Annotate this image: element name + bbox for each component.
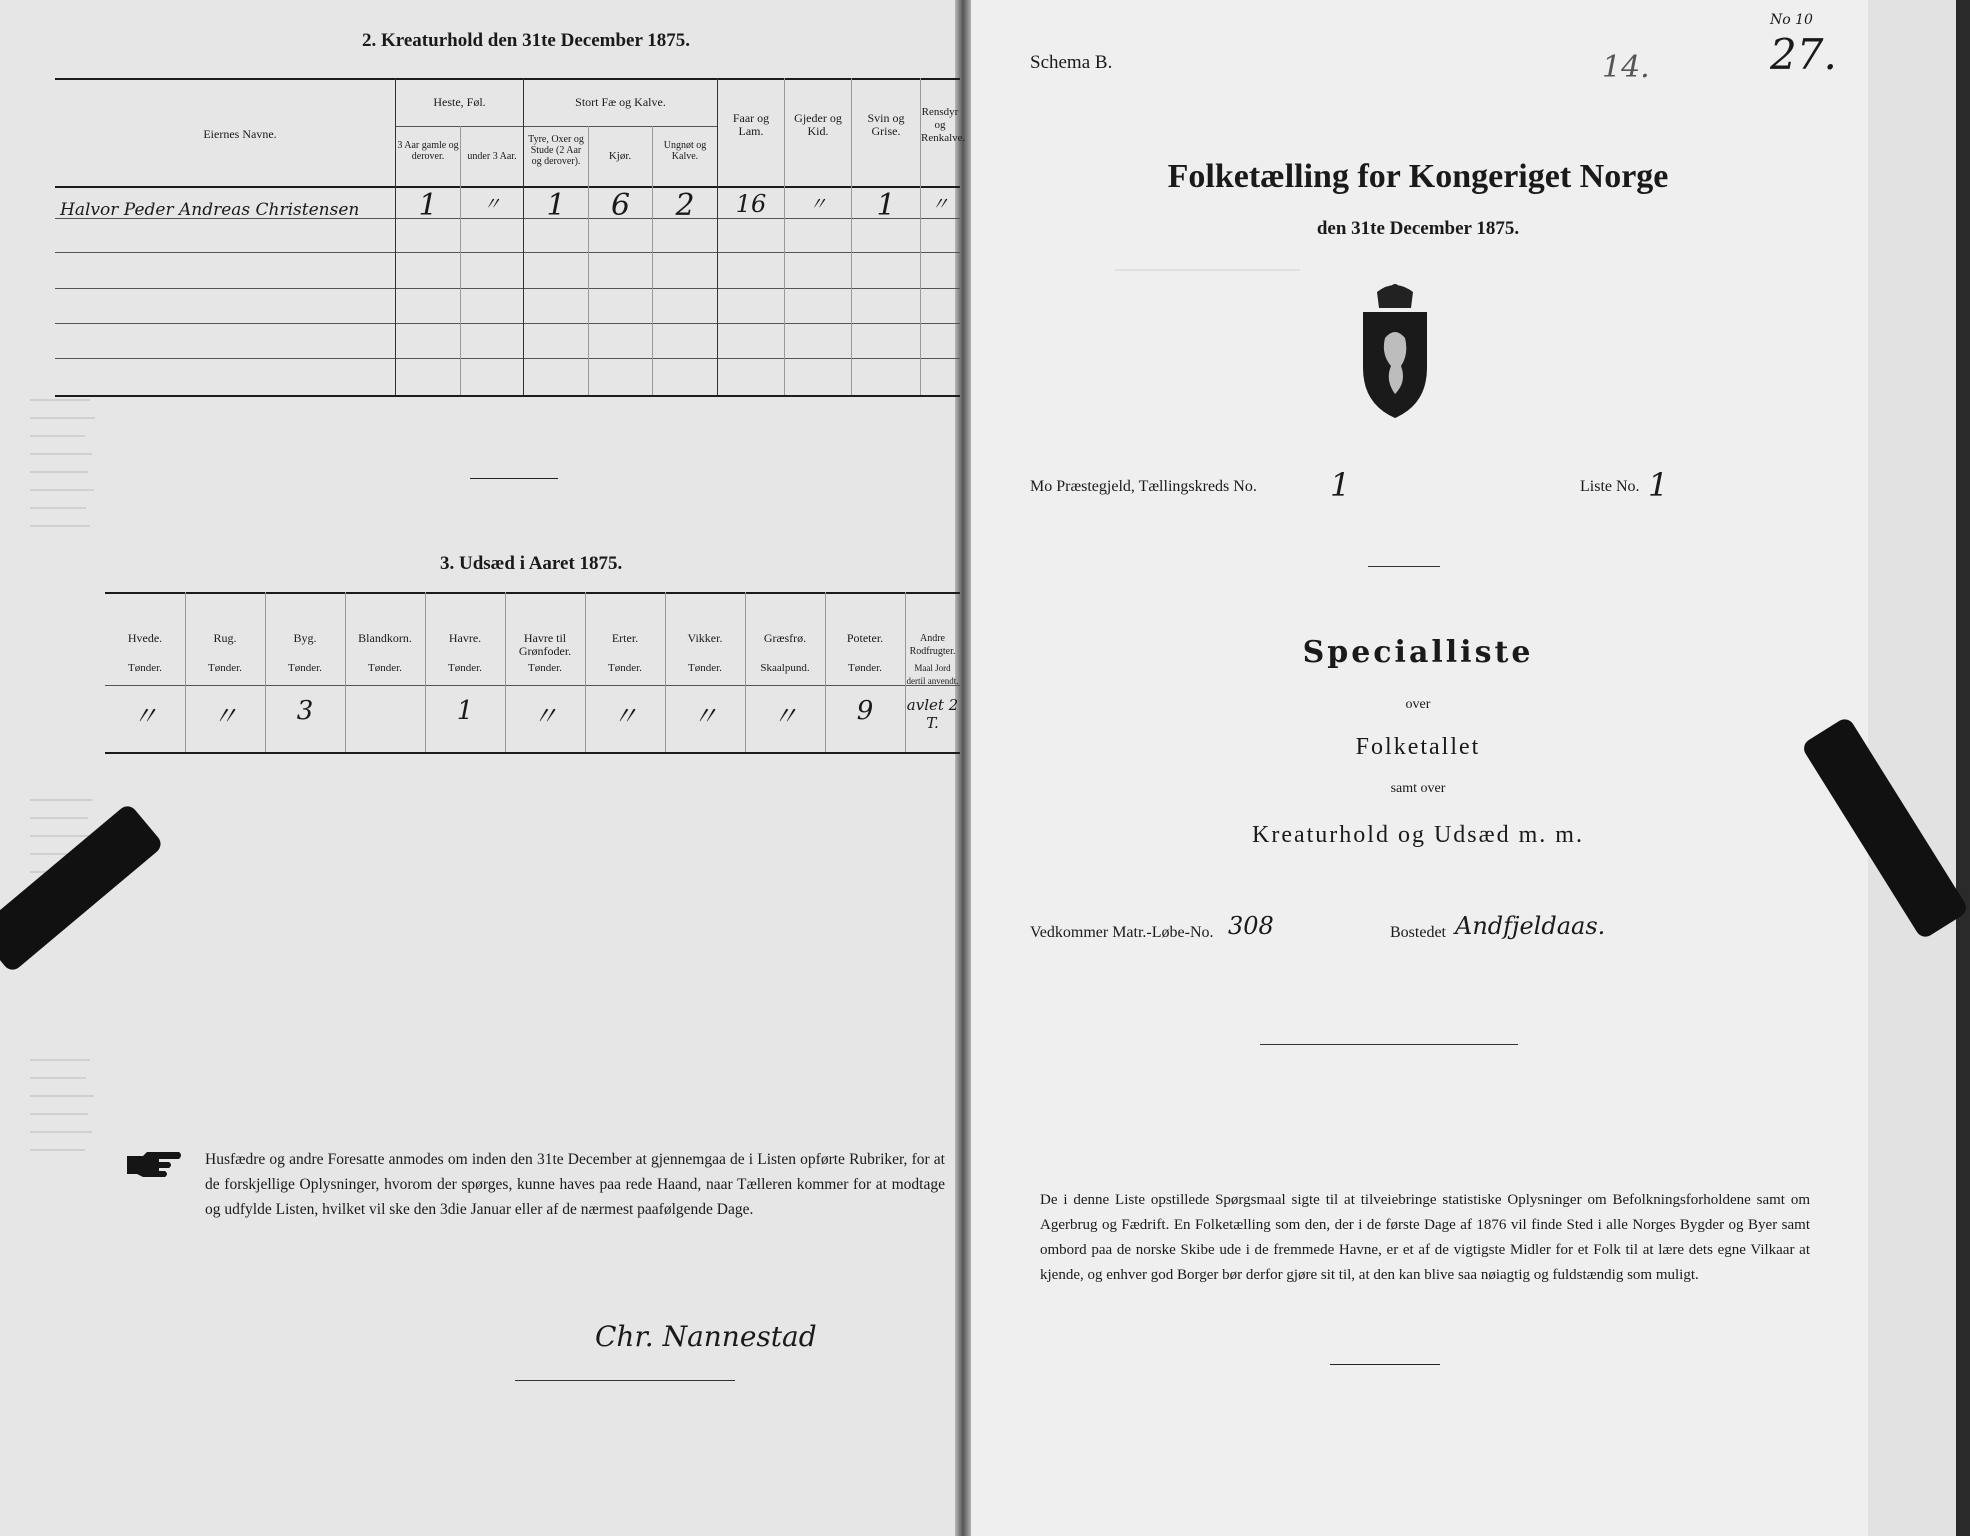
- udsaed-value: 1: [456, 696, 474, 726]
- udsaed-unit: Skaalpund.: [760, 662, 810, 674]
- specialliste-title: Specialliste: [1302, 635, 1534, 670]
- notice-text: Husfædre og andre Foresatte anmodes om inden den 31te December at gjennemgaa de i Listen opførte Rubriker, for at de forskjellige Oplysninger, hvorom der spørges, kunne haves paa rede Haand, naar Tælleren kommer for at modtage og udfylde Listen, hvilket vil ske den 3die Januar eller af de nærmest paafølgende Dage.: [205, 1151, 945, 1218]
- bosted-label: Bostedet: [1390, 924, 1446, 941]
- udsaed-value: avlet 2 T.: [906, 696, 959, 732]
- pointing-hand-icon: [125, 1150, 183, 1180]
- liste-value: 1: [1648, 466, 1669, 504]
- udsaed-unit: Tønder.: [128, 662, 162, 674]
- matr-value: 308: [1228, 912, 1274, 940]
- left-page-bleed: [0, 0, 966, 1536]
- stort-a-header: Tyre, Oxer og Stude (2 Aar og derover).: [528, 134, 584, 167]
- bosted-value: Andfjeldaas.: [1455, 912, 1606, 940]
- udsaed-header: Andre Rodfrugter.: [909, 633, 956, 657]
- kreaturhold-title: Kreaturhold og Udsæd m. m.: [1252, 822, 1584, 848]
- stort-c-header: Ungnøt og Kalve.: [663, 140, 707, 162]
- udsaed-header: Blandkorn.: [358, 631, 412, 645]
- heste-a-value: 1: [418, 188, 438, 223]
- udsaed-unit: Tønder.: [448, 662, 482, 674]
- udsaed-unit: Tønder.: [608, 662, 642, 674]
- stort-group-header: Stort Fæ og Kalve.: [575, 95, 666, 109]
- gjeder-header: Gjeder og Kid.: [794, 111, 842, 138]
- udsaed-unit: Tønder.: [368, 662, 402, 674]
- udsaed-value: 3: [296, 696, 314, 726]
- owner-name: Halvor Peder Andreas Christensen: [60, 200, 360, 220]
- udsaed-header: Erter.: [611, 631, 639, 645]
- svin-header: Svin og Grise.: [867, 111, 905, 138]
- norway-coat-of-arms-icon: [1355, 282, 1435, 422]
- signature: Chr. Nannestad: [595, 1320, 817, 1353]
- over-1: over: [1405, 697, 1431, 712]
- section3-title: 3. Udsæd i Aaret 1875.: [440, 553, 623, 574]
- udsaed-value: 9: [856, 696, 874, 726]
- samt-over: samt over: [1390, 781, 1446, 796]
- rensdyr-header: Rensdyr og Renkalve.: [921, 106, 966, 144]
- matr-label: Vedkommer Matr.-Løbe-No.: [1030, 924, 1214, 941]
- faar-value: 16: [735, 190, 767, 218]
- udsaed-unit: Maal Jord dertil anvendt.: [906, 663, 959, 686]
- subtitle: den 31te December 1875.: [1316, 218, 1520, 239]
- udsaed-header: Havre.: [448, 631, 482, 645]
- page-edge: [1868, 0, 1956, 1536]
- heste-a-header: 3 Aar gamle og derover.: [397, 140, 459, 162]
- folio-small: No 10: [1770, 12, 1813, 28]
- udsaed-header: Byg.: [293, 631, 317, 645]
- stort-a-value: 1: [546, 188, 566, 223]
- footer-text: De i denne Liste opstillede Spørgsmaal sigte til at tilveiebringe statistiske Oplysninger om Befolkningsforholdene samt om Agerbrug og Fædrift. En Folketælling som den, der i de første Dage af 1876 vil finde Sted i alle Norges Bygder og Byer samt ombord paa de norske Skibe ude i de fremmede Havne, er et af de vigtigste Midler for et Folk til at lære dets egne Vilkaar at kjende, og enhver god Borger bør derfor gjøre sit til, at den kan blive saa nøiagtig og fuldstændig som muligt.: [1040, 1192, 1810, 1283]
- faar-header: Faar og Lam.: [732, 111, 770, 138]
- folio-number: 27.: [1770, 30, 1837, 79]
- udsaed-value: 〃: [131, 702, 158, 732]
- udsaed-unit: Tønder.: [848, 662, 882, 674]
- udsaed-unit: Tønder.: [208, 662, 242, 674]
- udsaed-header: Poteter.: [846, 631, 884, 645]
- udsaed-unit: Tønder.: [288, 662, 322, 674]
- owner-col-header: Eiernes Navne.: [203, 127, 277, 141]
- schema-label: Schema B.: [1030, 52, 1113, 73]
- stort-b-value: 6: [610, 188, 631, 223]
- udsaed-value: 〃: [771, 702, 798, 732]
- section2-title: 2. Kreaturhold den 31te December 1875.: [362, 30, 691, 51]
- udsaed-unit: Tønder.: [528, 662, 562, 674]
- udsaed-header: Rug.: [213, 631, 237, 645]
- heste-group-header: Heste, Føl.: [433, 95, 486, 109]
- udsaed-header: Havre til Grønfoder.: [518, 631, 572, 658]
- tellingskreds-value: 1: [1330, 466, 1351, 504]
- folketallet: Folketallet: [1355, 734, 1481, 760]
- rensdyr-value: 〃: [931, 194, 949, 215]
- udsaed-value: 〃: [691, 702, 718, 732]
- main-title: Folketælling for Kongeriget Norge: [1167, 158, 1669, 195]
- stort-b-header: Kjør.: [608, 150, 632, 162]
- udsaed-value: 〃: [531, 702, 558, 732]
- heste-b-header: under 3 Aar.: [467, 151, 517, 162]
- udsaed-value: 〃: [611, 702, 638, 732]
- stort-c-value: 2: [675, 188, 695, 223]
- heste-b-value: 〃: [483, 194, 501, 215]
- udsaed-unit: Tønder.: [688, 662, 722, 674]
- udsaed-header: Vikker.: [687, 631, 723, 645]
- gjeder-value: 〃: [809, 194, 827, 215]
- udsaed-header: Græsfrø.: [763, 631, 807, 645]
- udsaed-header: Hvede.: [127, 631, 163, 645]
- liste-label: Liste No.: [1580, 478, 1640, 495]
- svin-value: 1: [876, 188, 896, 223]
- udsaed-value: 〃: [211, 702, 238, 732]
- page-number: 14.: [1602, 50, 1650, 85]
- prestegjeld-label: Mo Præstegjeld, Tællingskreds No.: [1030, 478, 1257, 495]
